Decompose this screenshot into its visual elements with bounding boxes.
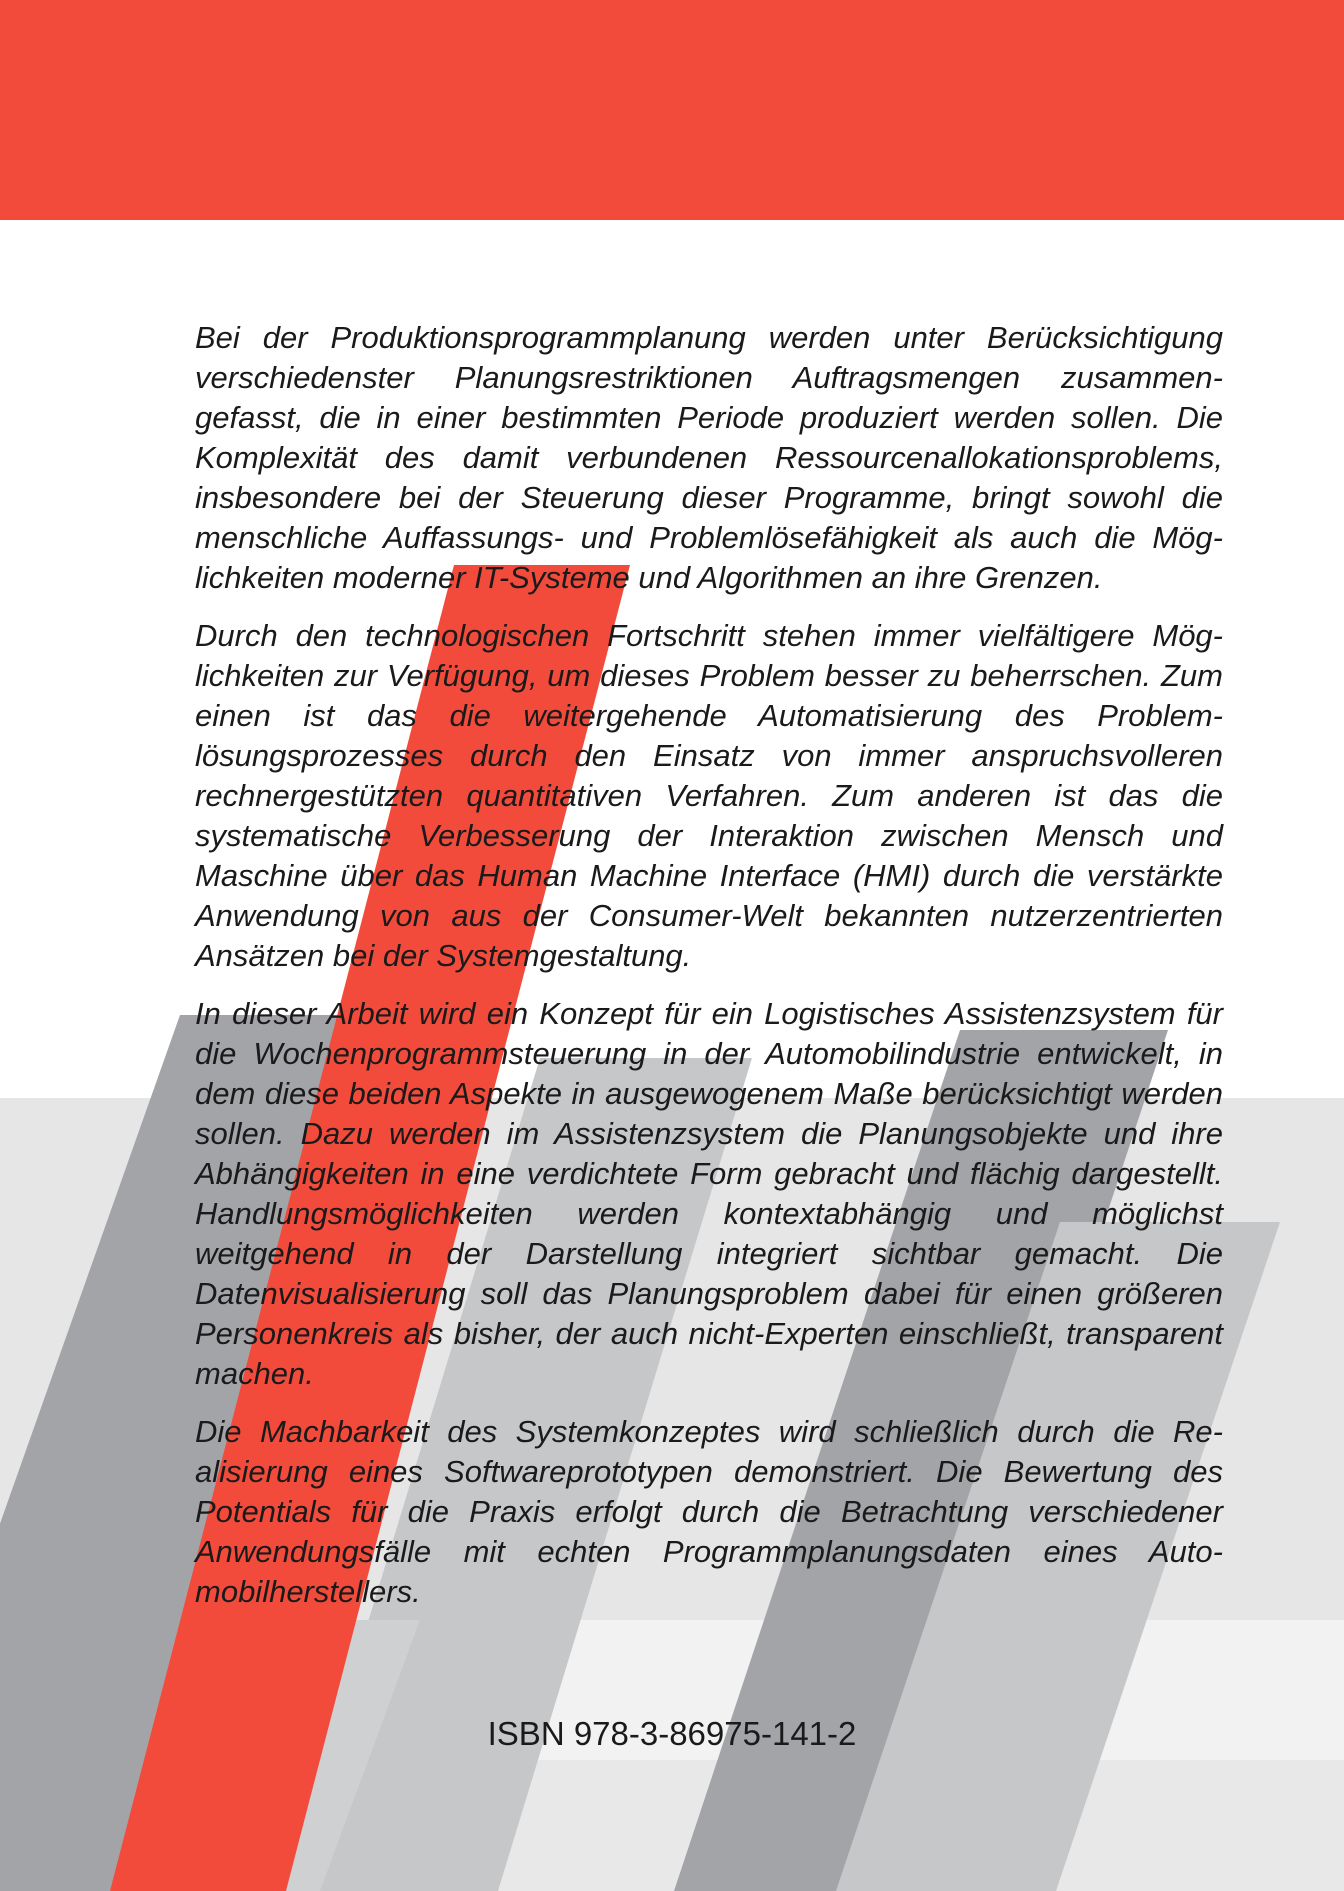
isbn-number: ISBN 978-3-86975-141-2 (487, 1715, 857, 1752)
paragraph-1: Bei der Produktionsprogrammplanung werden unter Berücksichtigung verschiedenster Planungsrestriktionen Auftragsmengen zusammengefasst, die in einer bestimmten Periode produziert werden sollen. Die Komplexität des damit verbundenen Ressourcenallokationsproblems, insbesondere bei der Steuerung dieser Programme, bringt sowohl die menschliche Auffassungs- und Problemlösefähigkeit als auch die Möglichkeiten moderner IT-Systeme und Algorithmen an ihre Grenzen. (195, 320, 1223, 595)
paragraph-2: Durch den technologischen Fortschritt stehen immer vielfältigere Möglichkeiten zur Verfügung, um dieses Problem besser zu beherrschen. Zum einen ist das die weitergehende Automatisierung des Problemlösungsprozesses durch den Einsatz von immer anspruchsvolleren rechnergestützten quantitativen Verfahren. Zum anderen ist das die systematische Verbesserung der Interaktion zwischen Mensch und Maschine über das Human Machine Interface (HMI) durch die verstärkte Anwendung von aus der Consumer-Welt bekannten nutzerzentrierten Ansätzen bei der Systemgestaltung. (195, 618, 1223, 973)
back-cover-text (195, 318, 1223, 1630)
paragraph-3: In dieser Arbeit wird ein Konzept für ein Logistisches Assistenzsystem für die Wochenprogrammsteuerung in der Automobilindustrie entwickelt, in dem diese beiden Aspekte in ausgewogenem Maße berücksichtigt werden sollen. Dazu werden im Assistenzsystem die Planungsobjekte und ihre Abhängigkeiten in eine verdichtete Form gebracht und flächig dargestellt. Handlungsmöglichkeiten werden kontextabhängig und möglichst weitgehend in der Darstellung integriert sichtbar gemacht. Die Datenvisualisierung soll das Planungsproblem dabei für einen größeren Personenkreis als bisher, der auch nicht-Experten einschließt, transparent machen. (195, 996, 1223, 1391)
paragraph-4: Die Machbarkeit des Systemkonzeptes wird schließlich durch die Realisierung eines Softwareprototypen demonstriert. Die Bewertung des Potentials für die Praxis erfolgt durch die Betrachtung verschiedener Anwendungsfälle mit echten Programmplanungsdaten eines Automobilherstellers. (195, 1414, 1223, 1609)
